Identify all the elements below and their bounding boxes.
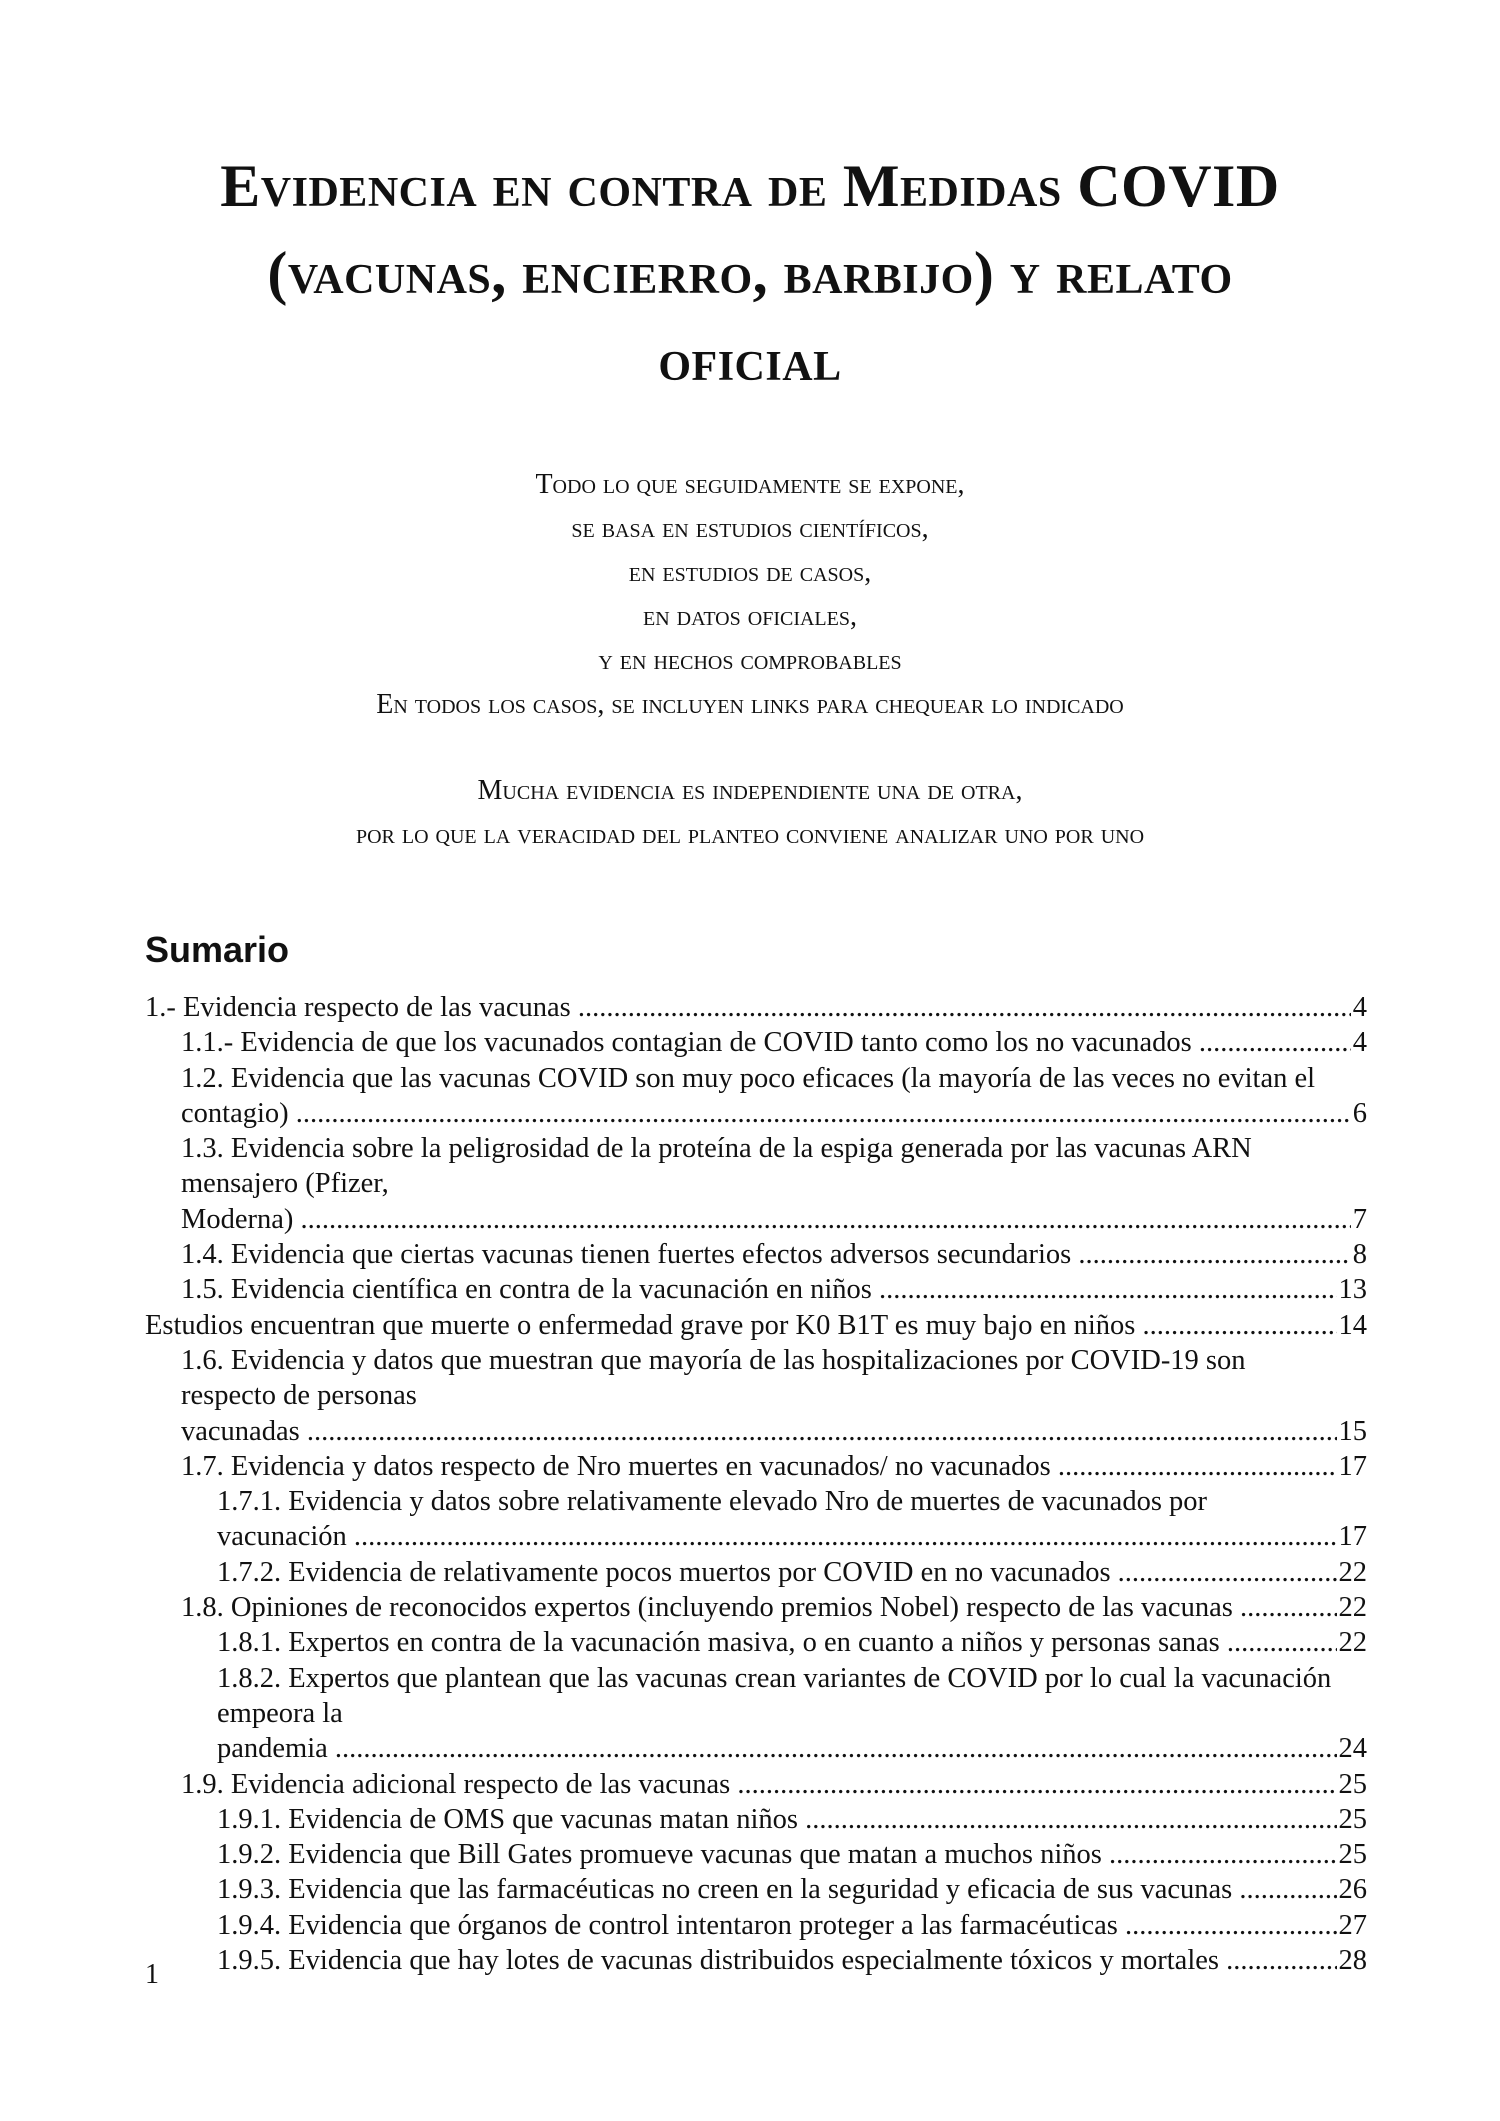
toc-entry[interactable] xyxy=(145,1625,1367,1660)
intro-line: y en hechos comprobables xyxy=(598,645,902,676)
toc-entry-title: 1.8.2. Expertos que plantean que las vacunas crean variantes de COVID por lo cual la vacunación empeora la pandemia ..... xyxy=(217,1661,1337,1767)
toc-entry-title: 1.6. Evidencia y datos que muestran que mayoría de las hospitalizaciones por COVID-19 son respecto de personas vacunadas ..... xyxy=(181,1343,1337,1449)
intro-line: Mucha evidencia es independiente una de otra, xyxy=(477,775,1023,806)
toc-entry-title: 1.8.1. Expertos en contra de la vacunación masiva, o en cuanto a niños y personas sanas ..... xyxy=(217,1625,1337,1660)
toc-entry-page: 17 xyxy=(1338,1521,1367,1553)
toc-entry-page: 4 xyxy=(1352,1027,1367,1059)
toc-entry-page: 14 xyxy=(1338,1309,1367,1341)
toc-entry-title: 1.9.5. Evidencia que hay lotes de vacunas distribuidos especialmente tóxicos y mortales ..... xyxy=(217,1943,1337,1978)
toc-entry[interactable] xyxy=(145,1837,1367,1872)
table-of-contents xyxy=(145,990,1367,1978)
document-title xyxy=(145,143,1355,404)
toc-entry[interactable] xyxy=(145,1802,1367,1837)
toc-entry[interactable] xyxy=(145,1872,1367,1907)
toc-entry-page: 28 xyxy=(1338,1945,1367,1977)
toc-entry-page: 17 xyxy=(1338,1450,1367,1482)
toc-entry[interactable] xyxy=(145,1131,1367,1237)
toc-entry-title: 1.1.- Evidencia de que los vacunados contagian de COVID tanto como los no vacunados ..... xyxy=(181,1025,1351,1060)
toc-entry[interactable] xyxy=(145,1661,1367,1767)
toc-entry-page: 22 xyxy=(1338,1556,1367,1588)
toc-entry-title: 1.2. Evidencia que las vacunas COVID son muy poco eficaces (la mayoría de las veces no evitan el contagio) ..... xyxy=(181,1061,1351,1132)
toc-entry-title: 1.5. Evidencia científica en contra de la vacunación en niños ..... xyxy=(181,1272,1337,1307)
intro-line: en estudios de casos, xyxy=(628,557,872,588)
toc-entry[interactable] xyxy=(145,1272,1367,1307)
toc-entry[interactable] xyxy=(145,1449,1367,1484)
intro-statement xyxy=(145,463,1355,727)
toc-entry-page: 22 xyxy=(1338,1592,1367,1624)
toc-entry-page: 25 xyxy=(1338,1839,1367,1871)
page-number: 1 xyxy=(145,1959,159,1990)
toc-entry-title: 1.9.1. Evidencia de OMS que vacunas matan niños ..... xyxy=(217,1802,1337,1837)
toc-entry-title: 1.9.3. Evidencia que las farmacéuticas no creen en la seguridad y eficacia de sus vacunas ..... xyxy=(217,1872,1337,1907)
toc-entry-page: 24 xyxy=(1338,1733,1367,1765)
toc-entry-title: 1.9.4. Evidencia que órganos de control intentaron proteger a las farmacéuticas ..... xyxy=(217,1908,1337,1943)
toc-entry-page: 6 xyxy=(1352,1097,1367,1129)
toc-entry-title: 1.7.2. Evidencia de relativamente pocos muertos por COVID en no vacunados ..... xyxy=(217,1555,1337,1590)
toc-entry-title: 1.8. Opiniones de reconocidos expertos (incluyendo premios Nobel) respecto de las vacunas ..... xyxy=(181,1590,1337,1625)
toc-entry-page: 7 xyxy=(1352,1203,1367,1235)
toc-entry-page: 25 xyxy=(1338,1768,1367,1800)
toc-entry[interactable] xyxy=(145,1590,1367,1625)
toc-entry-title: 1.7. Evidencia y datos respecto de Nro muertes en vacunados/ no vacunados ..... xyxy=(181,1449,1337,1484)
toc-entry[interactable] xyxy=(145,1237,1367,1272)
toc-entry[interactable] xyxy=(145,1484,1367,1555)
intro-line: por lo que la veracidad del planteo conviene analizar uno por uno xyxy=(355,819,1145,850)
intro-line: En todos los casos, se incluyen links para chequear lo indicado xyxy=(376,689,1124,720)
toc-entry[interactable] xyxy=(145,1943,1367,1978)
toc-entry-page: 13 xyxy=(1338,1274,1367,1306)
intro-note xyxy=(145,769,1355,857)
toc-entry[interactable] xyxy=(145,1025,1367,1060)
toc-entry[interactable] xyxy=(145,990,1367,1025)
toc-entry-title: 1.- Evidencia respecto de las vacunas ..... xyxy=(145,990,1351,1025)
toc-entry-title: 1.7.1. Evidencia y datos sobre relativamente elevado Nro de muertes de vacunados por vacunación ..... xyxy=(217,1484,1337,1555)
intro-line: Todo lo que seguidamente se expone, xyxy=(535,469,965,500)
toc-entry-title: Estudios encuentran que muerte o enfermedad grave por K0 B1T es muy bajo en niños ..... xyxy=(145,1308,1337,1343)
toc-entry-title: 1.3. Evidencia sobre la peligrosidad de la proteína de la espiga generada por las vacunas ARN mensajero (Pfizer, Moderna) ..... xyxy=(181,1131,1351,1237)
toc-entry-page: 26 xyxy=(1338,1874,1367,1906)
title-line: (vacunas, encierro, barbijo) y relato xyxy=(267,240,1233,306)
toc-entry-page: 15 xyxy=(1338,1415,1367,1447)
toc-entry-title: 1.9.2. Evidencia que Bill Gates promueve vacunas que matan a muchos niños ..... xyxy=(217,1837,1337,1872)
title-line: Evidencia en contra de Medidas COVID xyxy=(220,153,1280,219)
summary-heading: Sumario xyxy=(145,929,290,970)
title-line: oficial xyxy=(658,327,842,393)
intro-line: se basa en estudios científicos, xyxy=(571,513,929,544)
toc-entry[interactable] xyxy=(145,1343,1367,1449)
toc-entry-page: 22 xyxy=(1338,1627,1367,1659)
toc-entry-page: 25 xyxy=(1338,1803,1367,1835)
toc-entry-title: 1.4. Evidencia que ciertas vacunas tienen fuertes efectos adversos secundarios ..... xyxy=(181,1237,1351,1272)
toc-entry-page: 27 xyxy=(1338,1909,1367,1941)
toc-entry-page: 8 xyxy=(1352,1239,1367,1271)
toc-entry[interactable] xyxy=(145,1061,1367,1132)
toc-entry[interactable] xyxy=(145,1555,1367,1590)
intro-line: en datos oficiales, xyxy=(643,601,857,632)
toc-entry-title: 1.9. Evidencia adicional respecto de las vacunas ..... xyxy=(181,1767,1337,1802)
toc-entry[interactable] xyxy=(145,1308,1367,1343)
toc-entry[interactable] xyxy=(145,1908,1367,1943)
toc-entry-page: 4 xyxy=(1352,992,1367,1023)
toc-entry[interactable] xyxy=(145,1767,1367,1802)
